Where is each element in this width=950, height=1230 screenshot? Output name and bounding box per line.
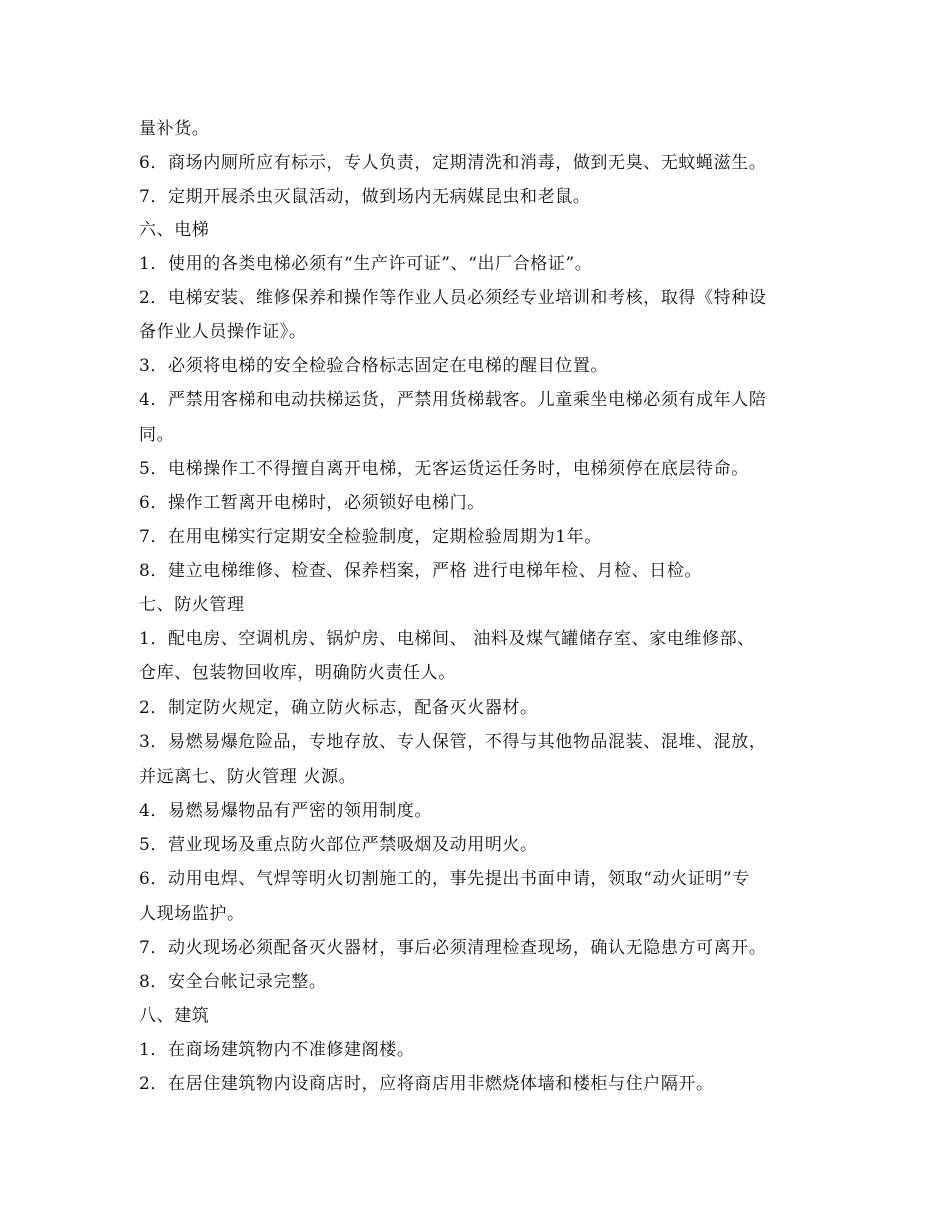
text-line: 6．商场内厕所应有标示，专人负责，定期清洗和消毒，做到无臭、无蚊蝇滋生。 <box>139 153 767 173</box>
text-line: 8．安全台帐记录完整。 <box>139 972 327 992</box>
text-line: 6．动用电焊、气焊等明火切割施工的，事先提出书面申请，领取“动火证明”专 <box>139 869 750 889</box>
text-line: 2．制定防火规定，确立防火标志，配备灭火器材。 <box>139 698 538 718</box>
text-line: 5．电梯操作工不得擅自离开电梯，无客运货运任务时，电梯须停在底层待命。 <box>139 459 749 479</box>
text-line: 2．电梯安装、维修保养和操作等作业人员必须经专业培训和考核，取得《特种设 <box>139 288 767 308</box>
text-line: 人现场监护。 <box>139 904 245 924</box>
text-line: 2．在居住建筑物内设商店时，应将商店用非燃烧体墙和楼柜与住户隔开。 <box>139 1074 714 1094</box>
text-line: 同。 <box>139 425 175 445</box>
text-line: 8．建立电梯维修、检查、保养档案，严格 进行电梯年检、月检、日检。 <box>139 561 703 581</box>
section-heading: 七、防火管理 <box>139 595 245 615</box>
text-line: 7．在用电梯实行定期安全检验制度，定期检验周期为1年。 <box>139 527 602 547</box>
text-line: 4．易燃易爆物品有严密的领用制度。 <box>139 801 433 821</box>
text-line: 7．动火现场必须配备灭火器材，事后必须清理检查现场，确认无隐患方可离开。 <box>139 938 767 958</box>
text-line: 备作业人员操作证》。 <box>139 322 307 342</box>
text-line: 6．操作工暂离开电梯时，必须锁好电梯门。 <box>139 493 485 513</box>
text-line: 4．严禁用客梯和电动扶梯运货，严禁用货梯载客。儿童乘坐电梯必须有成年人陪 <box>139 390 767 410</box>
text-line: 并远离七、防火管理 火源。 <box>139 767 357 787</box>
section-heading: 六、电梯 <box>139 220 210 240</box>
text-line: 量补货。 <box>139 119 210 139</box>
section-heading: 八、建筑 <box>139 1006 210 1026</box>
text-line: 5．营业现场及重点防火部位严禁吸烟及动用明火。 <box>139 835 538 855</box>
text-line: 3．易燃易爆危险品，专地存放、专人保管，不得与其他物品混装、混堆、混放， <box>139 732 767 752</box>
text-line: 仓库、包装物回收库，明确防火责任人。 <box>139 663 456 683</box>
text-line: 3．必须将电梯的安全检验合格标志固定在电梯的醒目位置。 <box>139 356 609 376</box>
text-line: 1．使用的各类电梯必须有“生产许可证”、“出厂合格证”。 <box>139 254 593 274</box>
text-line: 1．在商场建筑物内不准修建阁楼。 <box>139 1040 415 1060</box>
text-line: 7．定期开展杀虫灭鼠活动，做到场内无病媒昆虫和老鼠。 <box>139 187 591 207</box>
text-line: 1．配电房、空调机房、锅炉房、电梯间、 油料及煤气罐储存室、家电维修部、 <box>139 629 755 649</box>
